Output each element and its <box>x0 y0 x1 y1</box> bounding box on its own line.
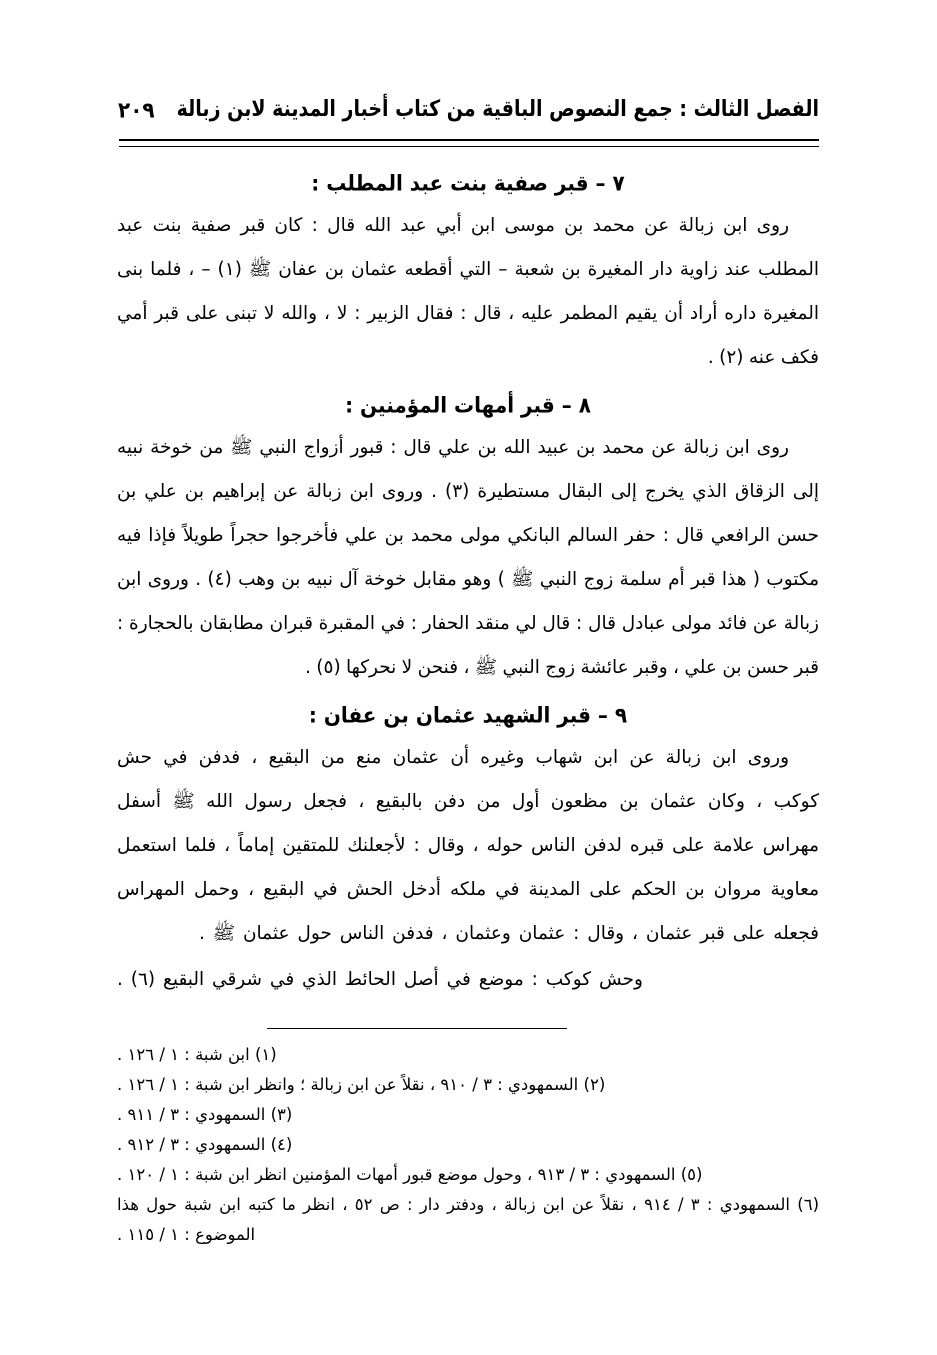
footnote-5: (٥) السمهودي : ٣ / ٩١٣ ، وحول موضع قبور أمهات المؤمنين انظر ابن شبة : ١ / ١٢٠ . <box>117 1165 703 1184</box>
section-heading-7: ٧ – قبر صفية بنت عبد المطلب : <box>311 170 625 196</box>
page-body <box>117 166 819 1004</box>
section-7-paragraph: روى ابن زبالة عن محمد بن موسى ابن أبي عبد الله قال : كان قبر صفية بنت عبد المطلب عند زاوية دار المغيرة بن شعبة – التي أقطعه عثمان بن عفان ﷺ (١) – ، فلما بنى المغيرة داره أراد أن يقيم المطمر عليه ، قال : فقال الزبير : لا ، والله لا تبنى على قبر أمي فكف عنه (٢) . <box>117 215 819 368</box>
section-heading-9: ٩ – قبر الشهيد عثمان بن عفان : <box>308 702 628 728</box>
footnote-2: (٢) السمهودي : ٣ / ٩١٠ ، نقلاً عن ابن زبالة ؛ وانظر ابن شبة : ١ / ١٢٦ . <box>117 1075 606 1094</box>
footnote-4: (٤) السمهودي : ٣ / ٩١٢ . <box>117 1135 293 1154</box>
footnote-6: (٦) السمهودي : ٣ / ٩١٤ ، نقلاً عن ابن زبالة ، ودفتر دار : ص ٥٢ ، انظر ما كتبه ابن شبة حول هذا الموضوع : ١ / ١١٥ . <box>117 1195 819 1244</box>
section-9-paragraph-1: وروى ابن زبالة عن ابن شهاب وغيره أن عثمان منع من البقيع ، فدفن في حش كوكب ، وكان عثمان بن مظعون أول من دفن بالبقيع ، فجعل رسول الله ﷺ أسفل مهراس علامة على قبره لدفن الناس حوله ، وقال : لأجعلنك للمتقين إماماً ، فلما استعمل معاوية مروان بن الحكم على المدينة في ملكه أدخل الحش في البقيع ، وحمل المهراس فجعله على قبر عثمان ، وقال : عثمان وعثمان ، فدفن الناس حول عثمان ﷺ . <box>117 747 819 944</box>
footnote-separator-rule <box>267 1028 567 1029</box>
section-8-paragraph: روى ابن زبالة عن محمد بن عبيد الله بن علي قال : قبور أزواج النبي ﷺ من خوخة نبيه إلى الزقاق الذي يخرج إلى البقال مستطيرة (٣) . وروى ابن زبالة عن إبراهيم بن علي بن حسن الرافعي قال : حفر السالم البانكي مولى محمد بن علي فأخرجوا حجراً طويلاً فإذا فيه مكتوب ( هذا قبر أم سلمة زوج النبي ﷺ ) وهو مقابل خوخة آل نبيه بن وهب (٤) . وروى ابن زبالة عن فائد مولى عبادل قال : قال لي منقد الحفار : في المقبرة قبران مطابقان بالحجارة : قبر حسن بن علي ، وقبر عائشة زوج النبي ﷺ ، فنحن لا نحركها (٥) . <box>117 437 820 678</box>
footnotes-list <box>117 1040 819 1250</box>
footnote-1: (١) ابن شبة : ١ / ١٢٦ . <box>117 1045 277 1064</box>
section-heading-8: ٨ – قبر أمهات المؤمنين : <box>345 392 591 418</box>
running-head <box>118 98 819 122</box>
running-head-title: الفصل الثالث : جمع النصوص الباقية من كتاب أخبار المدينة لابن زبالة <box>176 96 819 122</box>
section-9-paragraph-2: وحش كوكب : موضع في أصل الحائط الذي في شرقي البقيع (٦) . <box>117 969 643 990</box>
page-number: ٢٠٩ <box>118 96 155 124</box>
footnote-3: (٣) السمهودي : ٣ / ٩١١ . <box>117 1105 293 1124</box>
header-divider-rule <box>119 139 819 147</box>
